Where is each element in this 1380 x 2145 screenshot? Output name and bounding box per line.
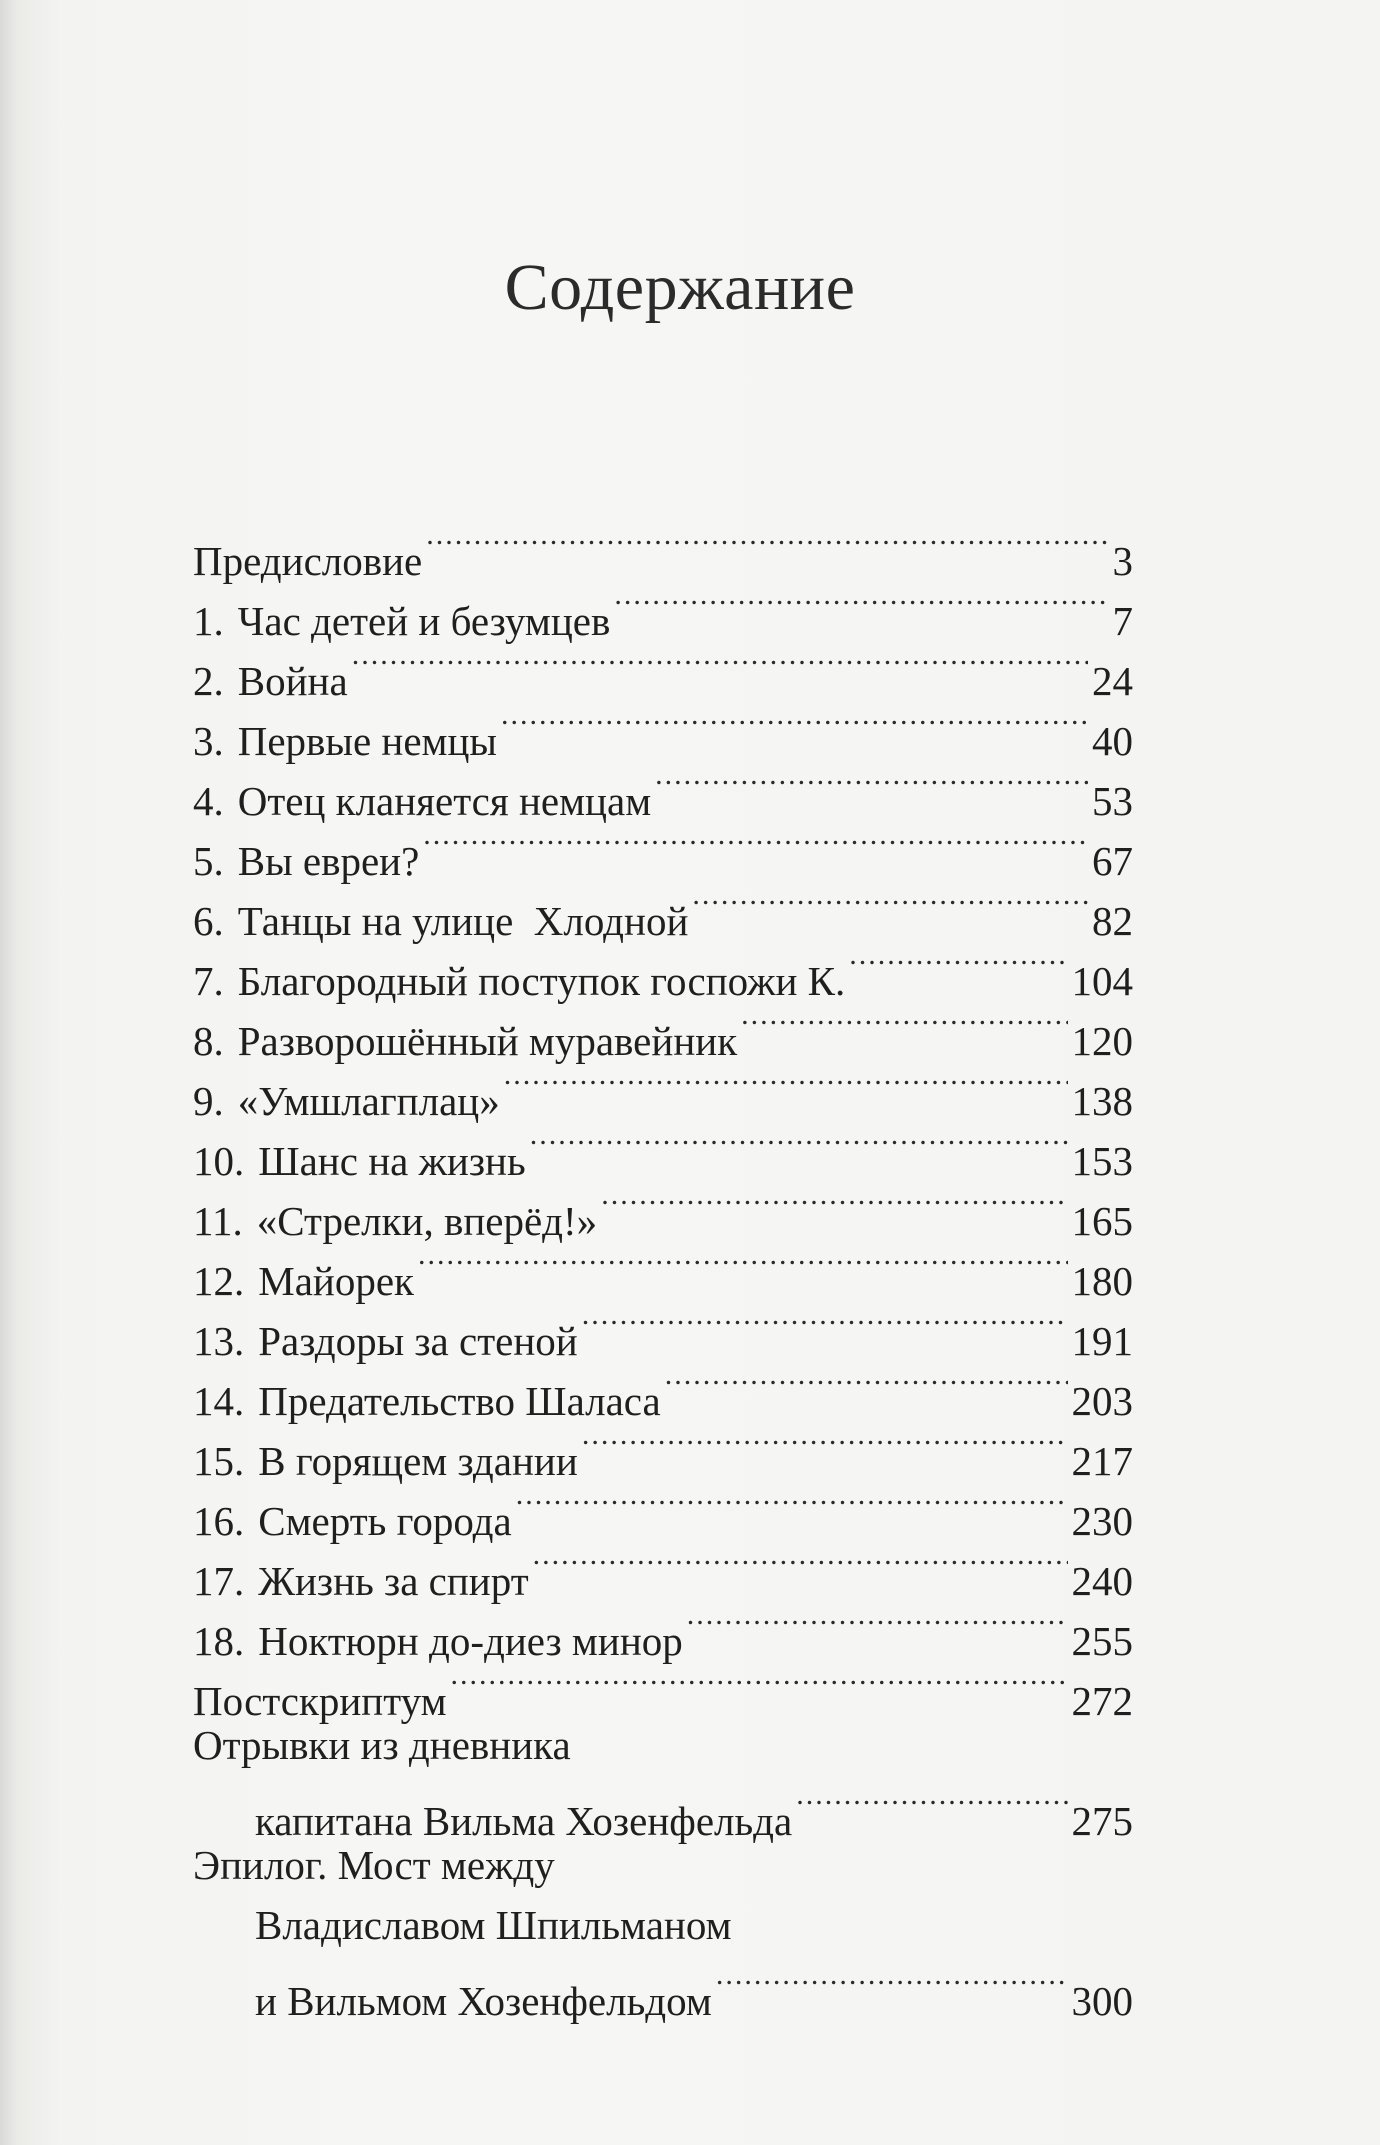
toc-entry-page: 255 xyxy=(1071,1618,1133,1664)
toc-entry-number: 17. xyxy=(193,1558,245,1604)
toc-entry-title: Вы евреи? xyxy=(237,838,420,884)
toc-entry-page: 180 xyxy=(1071,1258,1133,1304)
leader-dots xyxy=(692,875,1088,935)
toc-entry-title: Разворошённый муравейник xyxy=(237,1018,738,1064)
toc-entry-number: 4. xyxy=(193,778,224,824)
toc-entry-page: 203 xyxy=(1071,1378,1133,1424)
leader-dots xyxy=(655,755,1088,815)
toc-entry-page: 272 xyxy=(1071,1678,1133,1724)
leader-dots xyxy=(582,1415,1068,1475)
toc-entry-number: 2. xyxy=(193,658,224,704)
toc-entry-title: Первые немцы xyxy=(237,718,497,764)
toc-entry-title-line: Владиславом Шпильманом xyxy=(255,1902,732,1948)
leader-dots xyxy=(849,935,1067,995)
toc-entry-preface xyxy=(193,515,1133,584)
toc-entry-number: 1. xyxy=(193,598,224,644)
toc-entry-title-line: Отрывки из дневника xyxy=(193,1722,571,1768)
leader-dots xyxy=(426,515,1108,575)
toc-entry-page: 53 xyxy=(1092,778,1133,824)
toc-entry-diary xyxy=(193,1715,1133,1844)
toc-entry-page: 300 xyxy=(1071,1978,1133,2024)
leader-dots xyxy=(418,1235,1068,1295)
toc-entry-title-line: капитана Вильма Хозенфельда xyxy=(255,1798,793,1844)
toc-entry-number: 5. xyxy=(193,838,224,884)
toc-entry-title: «Умшлагплац» xyxy=(237,1078,500,1124)
toc-entry-title: В горящем здании xyxy=(258,1438,578,1484)
toc-entry-page: 67 xyxy=(1092,838,1133,884)
toc-entry-number: 18. xyxy=(193,1618,245,1664)
leader-dots xyxy=(582,1295,1068,1355)
toc-entry-page: 240 xyxy=(1071,1558,1133,1604)
toc-entry-title: «Стрелки, вперёд!» xyxy=(256,1198,598,1244)
toc-entry-number: 14. xyxy=(193,1378,245,1424)
toc-entry-title: Предательство Шаласа xyxy=(258,1378,661,1424)
toc-entry-page: 165 xyxy=(1071,1198,1133,1244)
toc-entry-page: 82 xyxy=(1092,898,1133,944)
toc-entry-title: Смерть города xyxy=(258,1498,512,1544)
leader-dots xyxy=(601,1175,1067,1235)
toc-entry-title: Благородный поступок госпожи К. xyxy=(237,958,846,1004)
toc-entry-page: 217 xyxy=(1071,1438,1133,1484)
leader-dots xyxy=(516,1475,1068,1535)
toc-entry-page: 24 xyxy=(1092,658,1133,704)
toc-entry-title: Война xyxy=(237,658,348,704)
leader-dots xyxy=(504,1055,1068,1115)
toc-entry-title: Предисловие xyxy=(193,538,423,584)
toc-entry-number: 6. xyxy=(193,898,224,944)
leader-dots xyxy=(665,1355,1068,1415)
toc-entry-page: 191 xyxy=(1071,1318,1133,1364)
toc-entry-page: 153 xyxy=(1071,1138,1133,1184)
toc-entry-title-line: и Вильмом Хозенфельдом xyxy=(255,1978,712,2024)
toc-entry-title: Час детей и безумцев xyxy=(237,598,611,644)
toc-entry-number: 7. xyxy=(193,958,224,1004)
toc-entry-number: 15. xyxy=(193,1438,245,1484)
toc-entry-number: 16. xyxy=(193,1498,245,1544)
toc-entry-epilogue xyxy=(193,1835,1133,2024)
toc-entry-title: Шанс на жизнь xyxy=(258,1138,526,1184)
leader-dots xyxy=(716,1955,1068,2015)
table-of-contents xyxy=(193,515,1133,2024)
leader-dots xyxy=(614,575,1108,635)
toc-entry-title-line: Эпилог. Мост между xyxy=(193,1842,555,1888)
toc-entry-title: Жизнь за спирт xyxy=(258,1558,529,1604)
toc-entry-page: 40 xyxy=(1092,718,1133,764)
toc-entry-number: 12. xyxy=(193,1258,245,1304)
toc-entry-page: 275 xyxy=(1071,1798,1133,1844)
toc-entry-number: 8. xyxy=(193,1018,224,1064)
toc-entry-title: Танцы на улице Хлодной xyxy=(237,898,689,944)
toc-entry-page: 230 xyxy=(1071,1498,1133,1544)
toc-entry-page: 3 xyxy=(1112,538,1133,584)
toc-entry-page: 104 xyxy=(1071,958,1133,1004)
page-title: Содержание xyxy=(504,251,856,324)
toc-entry-title: Отец кланяется немцам xyxy=(237,778,652,824)
leader-dots xyxy=(352,635,1088,695)
leader-dots xyxy=(741,995,1067,1055)
toc-entry-number: 3. xyxy=(193,718,224,764)
toc-entry-title: Майорек xyxy=(258,1258,414,1304)
toc-entry-number: 10. xyxy=(193,1138,245,1184)
leader-dots xyxy=(451,1655,1068,1715)
toc-entry-title: Ноктюрн до-диез минор xyxy=(258,1618,683,1664)
toc-entry-page: 120 xyxy=(1071,1018,1133,1064)
toc-entry-number: 9. xyxy=(193,1078,224,1124)
toc-entry-number: 11. xyxy=(193,1198,243,1244)
leader-dots xyxy=(530,1115,1068,1175)
toc-entry-page: 7 xyxy=(1112,598,1133,644)
toc-entry-number: 13. xyxy=(193,1318,245,1364)
toc-entry-title: Раздоры за стеной xyxy=(258,1318,578,1364)
leader-dots xyxy=(533,1535,1068,1595)
leader-dots xyxy=(796,1775,1067,1835)
toc-entry-title: Постскриптум xyxy=(193,1678,447,1724)
leader-dots xyxy=(423,815,1088,875)
toc-entry-page: 138 xyxy=(1071,1078,1133,1124)
leader-dots xyxy=(501,695,1088,755)
leader-dots xyxy=(687,1595,1068,1655)
